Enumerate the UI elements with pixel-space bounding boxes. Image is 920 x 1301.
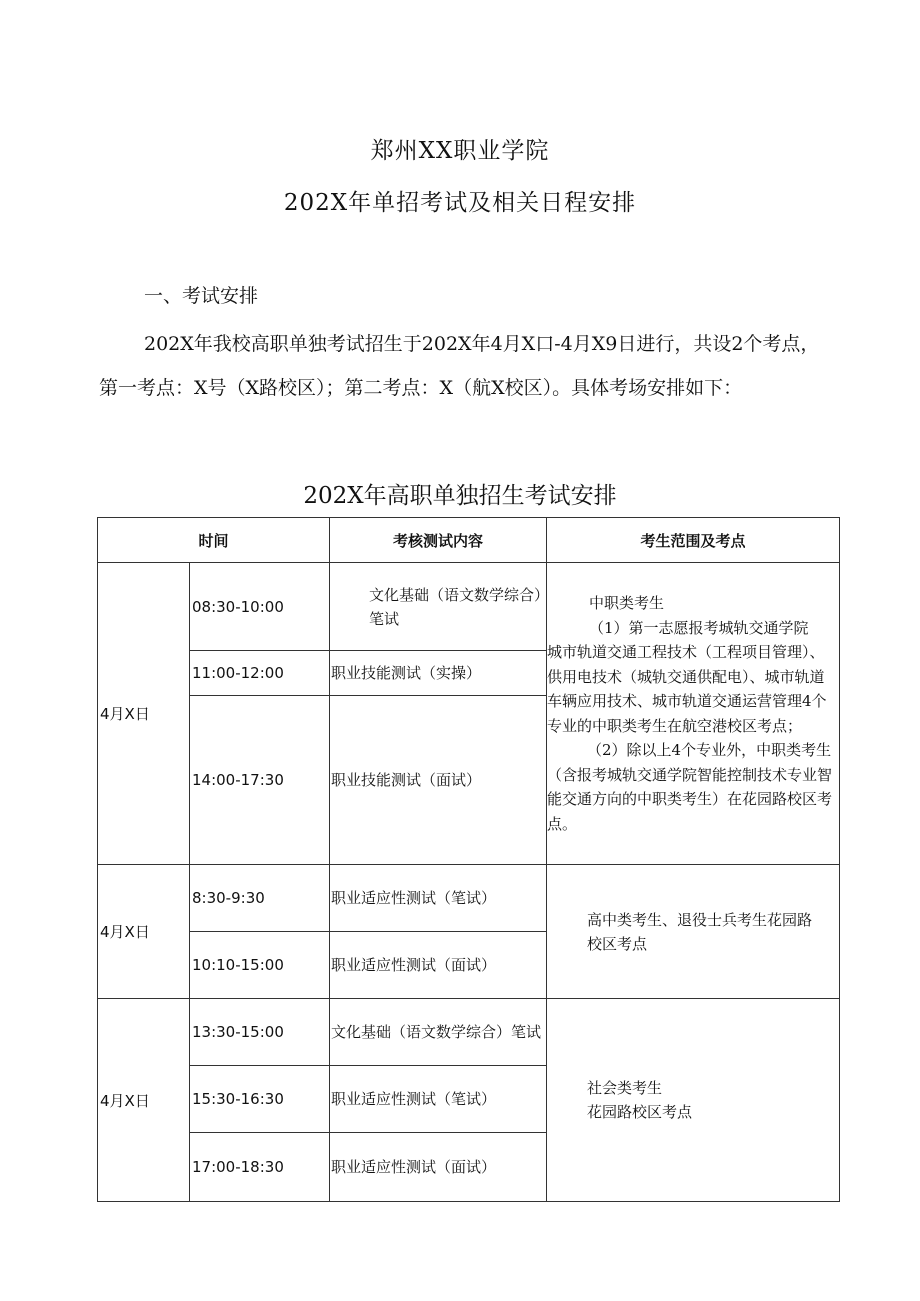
header-time: 时间 [98, 518, 330, 563]
day1-time-3: 14:00-17:30 [190, 696, 330, 865]
day3-time-2: 15:30-16:30 [190, 1066, 330, 1133]
document-subtitle: 202X年单招考试及相关日程安排 [283, 190, 637, 216]
day1-scope [547, 563, 840, 865]
day3-time-1: 13:30-15:00 [190, 999, 330, 1066]
exam-schedule-table [97, 517, 840, 1202]
table-title: 202X年高职单独招生考试安排 [303, 483, 617, 509]
day2-time-1: 8:30-9:30 [190, 865, 330, 932]
day2-date: 4月X日 [98, 865, 190, 999]
day2-time-2: 10:10-15:00 [190, 932, 330, 999]
day1-content-1 [330, 563, 550, 651]
day1-content-2: 职业技能测试（实操） [330, 651, 547, 696]
day1-content-3: 职业技能测试（面试） [330, 696, 547, 865]
day2-content-1: 职业适应性测试（笔试） [330, 865, 547, 932]
section-heading-exam: 一、考试安排 [144, 285, 259, 307]
school-title: 郑州XX职业学院 [370, 138, 550, 164]
day2-content-2: 职业适应性测试（面试） [330, 932, 547, 999]
table-row [98, 999, 840, 1066]
day3-content-3: 职业适应性测试（面试） [330, 1133, 547, 1202]
day1-date: 4月X日 [98, 563, 190, 865]
day1-scope-title: 中职类考生 [589, 594, 665, 612]
day3-time-3: 17:00-18:30 [190, 1133, 330, 1202]
day3-content-2: 职业适应性测试（笔试） [330, 1066, 547, 1133]
table-row [98, 865, 840, 932]
header-content: 考核测试内容 [330, 518, 547, 563]
day1-scope-p1-cont: 城市轨道交通工程技术（工程项目管理）、供用电技术（城轨交通供配电）、城市轨道车辆应用技术、城市轨道交通运营管理4个专业的中职类考生在航空港校区考点； [547, 643, 827, 735]
day1-time-2: 11:00-12:00 [190, 651, 330, 696]
day2-scope: 高中类考生、退役士兵考生花园路校区考点 [547, 865, 840, 999]
day1-content-1b: 笔试 [369, 609, 400, 628]
day3-scope-b: 花园路校区考点 [587, 1103, 693, 1121]
table-header-row [98, 518, 840, 563]
day1-scope-p1: （1）第一志愿报考城轨交通学院 [589, 618, 809, 637]
day3-date: 4月X日 [98, 999, 190, 1202]
day3-content-1: 文化基础（语文数学综合）笔试 [330, 999, 547, 1066]
table-row [98, 563, 840, 651]
day3-scope [547, 999, 840, 1202]
day1-scope-p2: （2）除以上4个专业外，中职类考生（含报考城轨交通学院智能控制技术专业智能交通方向的中职类考生）在花园路校区考点。 [547, 741, 833, 833]
day1-time-1: 08:30-10:00 [190, 563, 330, 651]
day1-content-1a: 文化基础（语文数学综合） [369, 585, 550, 604]
header-scope: 考生范围及考点 [547, 518, 840, 563]
intro-paragraph: 202X年我校高职单独考试招生于202X年4月X口-4月X9日进行，共设2个考点，第一考点：X号（X路校区）；第二考点：X（航X校区）。具体考场安排如下： [99, 333, 820, 399]
day3-scope-a: 社会类考生 [587, 1079, 663, 1097]
